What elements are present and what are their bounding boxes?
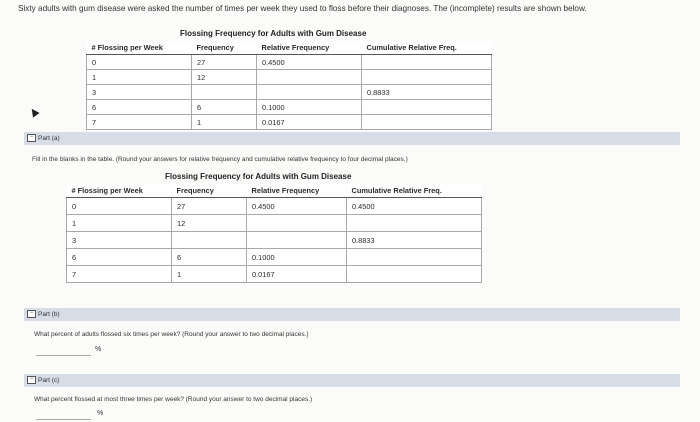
cell: [362, 115, 492, 130]
cell: 1: [192, 115, 257, 130]
table-row: [67, 215, 482, 232]
cell: [257, 85, 362, 100]
cell: 27: [172, 198, 247, 215]
cell: 0.1000: [247, 249, 347, 266]
cell: 12: [172, 215, 247, 232]
cumulative-freq-input-row-6[interactable]: [347, 249, 482, 266]
part-b-header[interactable]: [24, 308, 680, 321]
header-cumulative-relative-freq: Cumulative Relative Freq.: [362, 41, 492, 55]
cell: 0.4500: [257, 55, 362, 70]
part-b-percent-unit: %: [95, 346, 102, 353]
part-c-answer-input[interactable]: [36, 409, 91, 420]
table-row: [67, 232, 482, 249]
cumulative-freq-input-row-1[interactable]: [347, 215, 482, 232]
part-b-answer-input[interactable]: [36, 345, 91, 356]
cell: 1: [87, 70, 192, 85]
cell: 1: [172, 266, 247, 283]
table-row: [67, 266, 482, 283]
table-row: [87, 100, 492, 115]
part-c-percent-unit: %: [97, 410, 104, 417]
cell: [362, 70, 492, 85]
cell: 6: [192, 100, 257, 115]
part-b-question: What percent of adults flossed six times per week? (Round your answer to two decimal places.): [34, 331, 309, 338]
cell: [257, 70, 362, 85]
cell: 7: [87, 115, 192, 130]
part-a-header[interactable]: [24, 132, 680, 145]
cell: 0: [67, 198, 172, 215]
header-flossing-per-week: # Flossing per Week: [87, 41, 192, 55]
header-cumulative-relative-freq: Cumulative Relative Freq.: [347, 184, 482, 198]
table2-title: Flossing Frequency for Adults with Gum Disease: [165, 172, 352, 181]
table-row: [87, 115, 492, 130]
cell: 3: [67, 232, 172, 249]
header-flossing-per-week: # Flossing per Week: [67, 184, 172, 198]
part-c-header[interactable]: [24, 374, 680, 387]
cell: 6: [67, 249, 172, 266]
part-c-question: What percent flossed at most three times per week? (Round your answer to two decimal places.): [34, 396, 313, 403]
cell: 0.8833: [347, 232, 482, 249]
cell: [192, 85, 257, 100]
part-c-label: Part (c): [38, 377, 60, 384]
cell: 27: [192, 55, 257, 70]
cell: 0.4500: [347, 198, 482, 215]
collapse-toggle-icon[interactable]: −: [27, 134, 36, 142]
cell: 6: [172, 249, 247, 266]
cell: 7: [67, 266, 172, 283]
table-row: [87, 85, 492, 100]
cell: 3: [87, 85, 192, 100]
table-header-row: [87, 41, 492, 55]
relative-frequency-input-row-3[interactable]: [247, 232, 347, 249]
table1-title: Flossing Frequency for Adults with Gum Disease: [180, 29, 367, 38]
relative-frequency-input-row-1[interactable]: [247, 215, 347, 232]
mouse-cursor-icon: [28, 106, 39, 117]
cell: [362, 55, 492, 70]
cell: 12: [192, 70, 257, 85]
frequency-table-given: [86, 41, 492, 130]
header-relative-frequency: Relative Frequency: [247, 184, 347, 198]
table-row: [87, 55, 492, 70]
cell: [362, 100, 492, 115]
cell: 0.1000: [257, 100, 362, 115]
part-a-instruction: Fill in the blanks in the table. (Round your answers for relative frequency and cumulative relative frequency to four decimal places.): [32, 156, 408, 163]
part-a-label: Part (a): [38, 135, 60, 142]
cumulative-freq-input-row-7[interactable]: [347, 266, 482, 283]
problem-intro: Sixty adults with gum disease were asked the number of times per week they used to floss before their diagnoses. The (incomplete) results are shown below.: [18, 4, 587, 13]
table-row: [87, 70, 492, 85]
header-relative-frequency: Relative Frequency: [257, 41, 362, 55]
cell: 0.4500: [247, 198, 347, 215]
collapse-toggle-icon[interactable]: −: [27, 310, 36, 318]
cell: 0.0167: [257, 115, 362, 130]
table-row: [67, 249, 482, 266]
cell: 1: [67, 215, 172, 232]
header-frequency: Frequency: [172, 184, 247, 198]
frequency-table-answer: [66, 184, 482, 283]
collapse-toggle-icon[interactable]: −: [27, 376, 36, 384]
table-row: [67, 198, 482, 215]
part-b-label: Part (b): [38, 311, 60, 318]
cell: 0.0167: [247, 266, 347, 283]
cell: 6: [87, 100, 192, 115]
table-header-row: [67, 184, 482, 198]
header-frequency: Frequency: [192, 41, 257, 55]
cell: 0: [87, 55, 192, 70]
frequency-input-row-3[interactable]: [172, 232, 247, 249]
cell: 0.8833: [362, 85, 492, 100]
